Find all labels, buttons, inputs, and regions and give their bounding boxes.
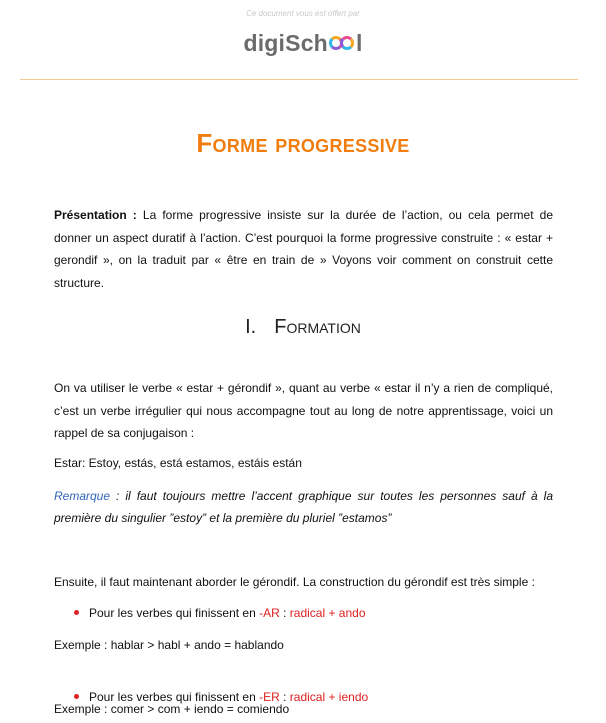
presentation-text: La forme progressive insiste sur la durée de l’action, ou cela permet de donner un aspect duratif à l’action. C’est pourquoi la forme progressive construite : « estar + gerondif », on la traduit par « être en train de » Voyons voir comment on construit cette structure. [54, 208, 554, 290]
offered-by-text: Ce document vous est offert par [246, 9, 360, 18]
page-header [0, 0, 606, 80]
logo-rings-icon [329, 36, 355, 52]
page-title: Forme progressive [196, 128, 410, 158]
header-divider [20, 79, 578, 80]
presentation-label: Présentation : [54, 208, 137, 222]
section-number: I. [245, 316, 257, 338]
digischool-logo [0, 30, 606, 57]
bullet-dot-icon [74, 610, 79, 615]
remark-text: : il faut toujours mettre l’accent graphique sur toutes les personnes sauf à la première du singulier ”estoy” et la première du pluriel ”estamos” [54, 489, 553, 525]
remark-block [54, 485, 553, 529]
section-title: Formation [274, 316, 361, 338]
conjugation-line: Estar: Estoy, estás, está estamos, estáis están [54, 456, 302, 470]
rule-separator: : [279, 690, 290, 704]
remark-label: Remarque [54, 489, 111, 503]
rule-prefix: Pour les verbes qui finissent en [89, 690, 260, 704]
intro-paragraph: On va utiliser le verbe « estar + gérondif », quant au verbe « estar il n’y a rien de compliqué, c’est un verbe irrégulier qui nous accompagne tout au long de notre apprentissage, voici un rappel de sa conjugaison : [54, 381, 553, 440]
rule-separator: : [279, 606, 290, 620]
rule-formula: radical + iendo [289, 690, 369, 704]
remark-paragraph [54, 485, 553, 529]
rule-ending: -ER [259, 690, 280, 704]
intro-block [54, 377, 553, 445]
rule-ending: -AR [259, 606, 280, 620]
logo-text-end: l [355, 30, 363, 56]
example-er: Exemple : comer > com + iendo = comiendo [54, 702, 290, 716]
rule-item-ar [54, 603, 588, 623]
presentation-block [54, 204, 553, 294]
presentation-paragraph [54, 204, 553, 294]
example-ar: Exemple : hablar > habl + ando = hablando [54, 638, 284, 652]
rule-prefix: Pour les verbes qui finissent en [89, 606, 260, 620]
logo-text-start: digiSch [243, 30, 328, 56]
gerund-intro: Ensuite, il faut maintenant aborder le gérondif. La construction du gérondif est très simple : [54, 575, 535, 589]
rule-formula: radical + ando [289, 606, 366, 620]
section-heading-formation [0, 316, 606, 339]
